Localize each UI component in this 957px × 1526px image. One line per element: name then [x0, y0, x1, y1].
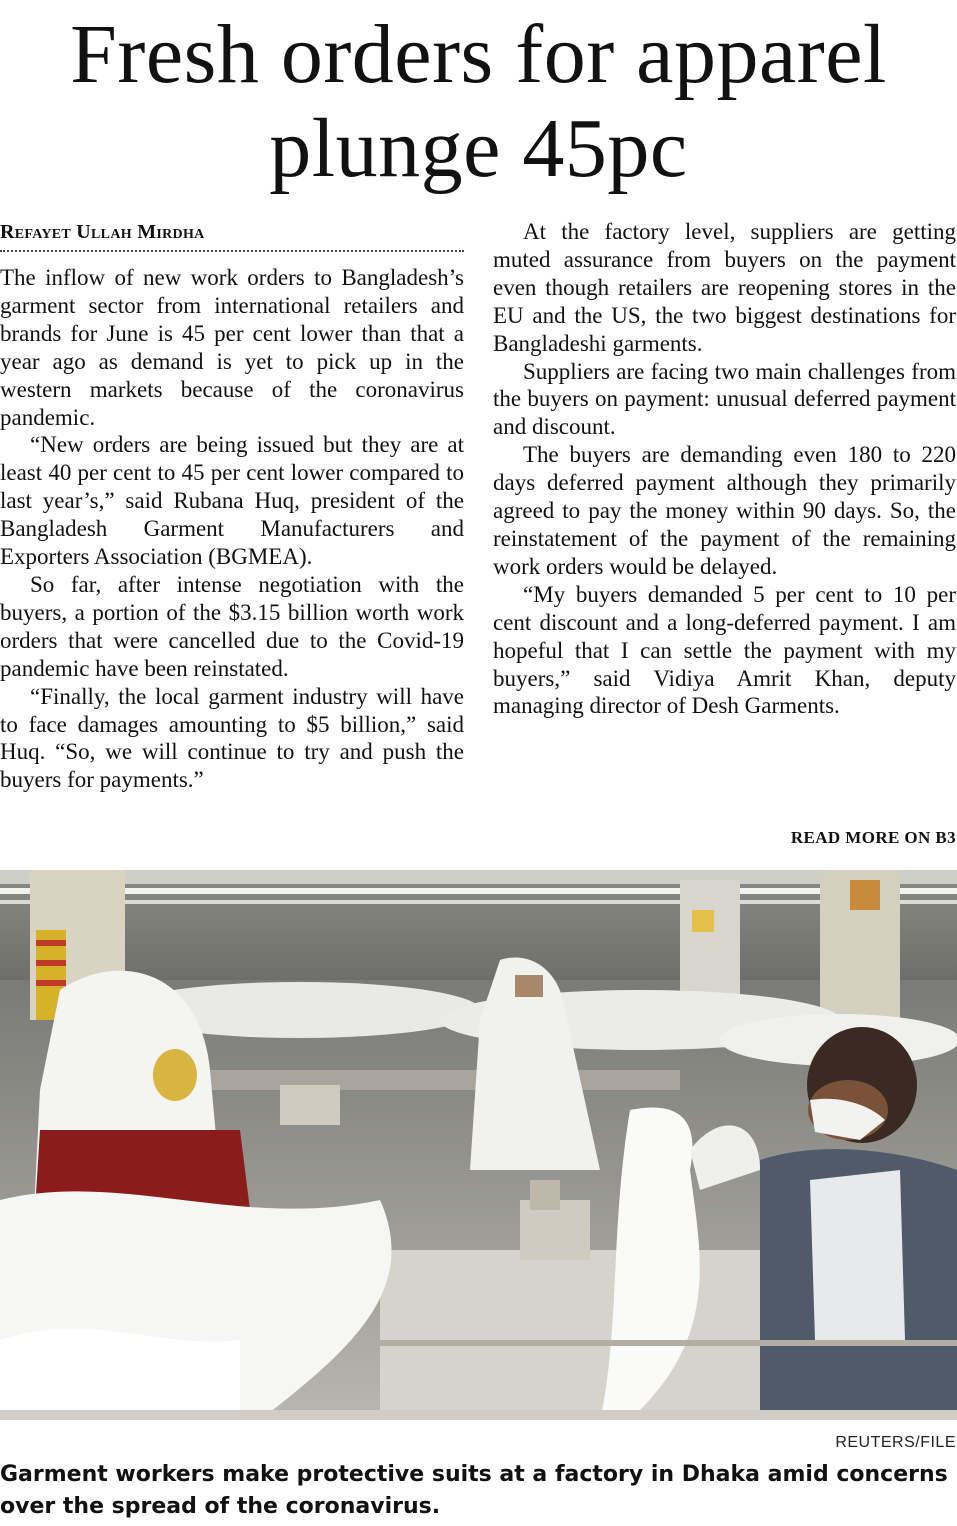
- article-column-right: [493, 218, 956, 720]
- factory-photo: [0, 870, 957, 1420]
- paragraph: The buyers are demanding even 180 to 220 days deferred payment although they primarily agreed to pay the money within 90 days. So, the reinstatement of the payment of the remaining work orders would be delayed.: [493, 442, 956, 579]
- paragraph: The inflow of new work orders to Bangladesh’s garment sector from international retailers and brands for June is 45 per cent lower than that a year ago as demand is yet to pick up in the western markets because of the coronavirus pandemic.: [0, 265, 464, 430]
- paragraph: Suppliers are facing two main challenges from the buyers on payment: unusual deferred payment and discount.: [493, 358, 956, 440]
- read-more-link[interactable]: READ MORE ON B3: [790, 828, 956, 847]
- byline: Refayet Ullah Mirdha: [0, 218, 464, 252]
- article-column-left: [0, 218, 464, 794]
- headline: Fresh orders for apparel plunge 45pc: [70, 8, 887, 195]
- paragraph: At the factory level, suppliers are getting muted assurance from buyers on the payment even though retailers are reopening stores in the EU and the US, the two biggest destinations for Bangladeshi garments.: [493, 219, 956, 356]
- paragraph: “Finally, the local garment industry will have to face damages amounting to $5 billion,” said Huq. “So, we will continue to try and push the buyers for payments.”: [0, 683, 464, 793]
- photo-credit: REUTERS/FILE: [835, 1434, 956, 1451]
- paragraph: “My buyers demanded 5 per cent to 10 per cent discount and a long-deferred payment. I am hopeful that I can settle the payment with my buyers,” said Vidiya Amrit Khan, deputy managing director of Desh Garments.: [493, 581, 956, 719]
- photo-caption: Garment workers make protective suits at a factory in Dhaka amid concerns over the spread of the coronavirus.: [0, 1462, 948, 1519]
- paragraph: So far, after intense negotiation with the buyers, a portion of the $3.15 billion worth work orders that were cancelled due to the Covid-19 pandemic have been reinstated.: [0, 571, 464, 681]
- paragraph: “New orders are being issued but they are at least 40 per cent to 45 per cent lower compared to last year’s,” said Rubana Huq, president of the Bangladesh Garment Manufacturers and Exporters Association (BGMEA).: [0, 432, 464, 570]
